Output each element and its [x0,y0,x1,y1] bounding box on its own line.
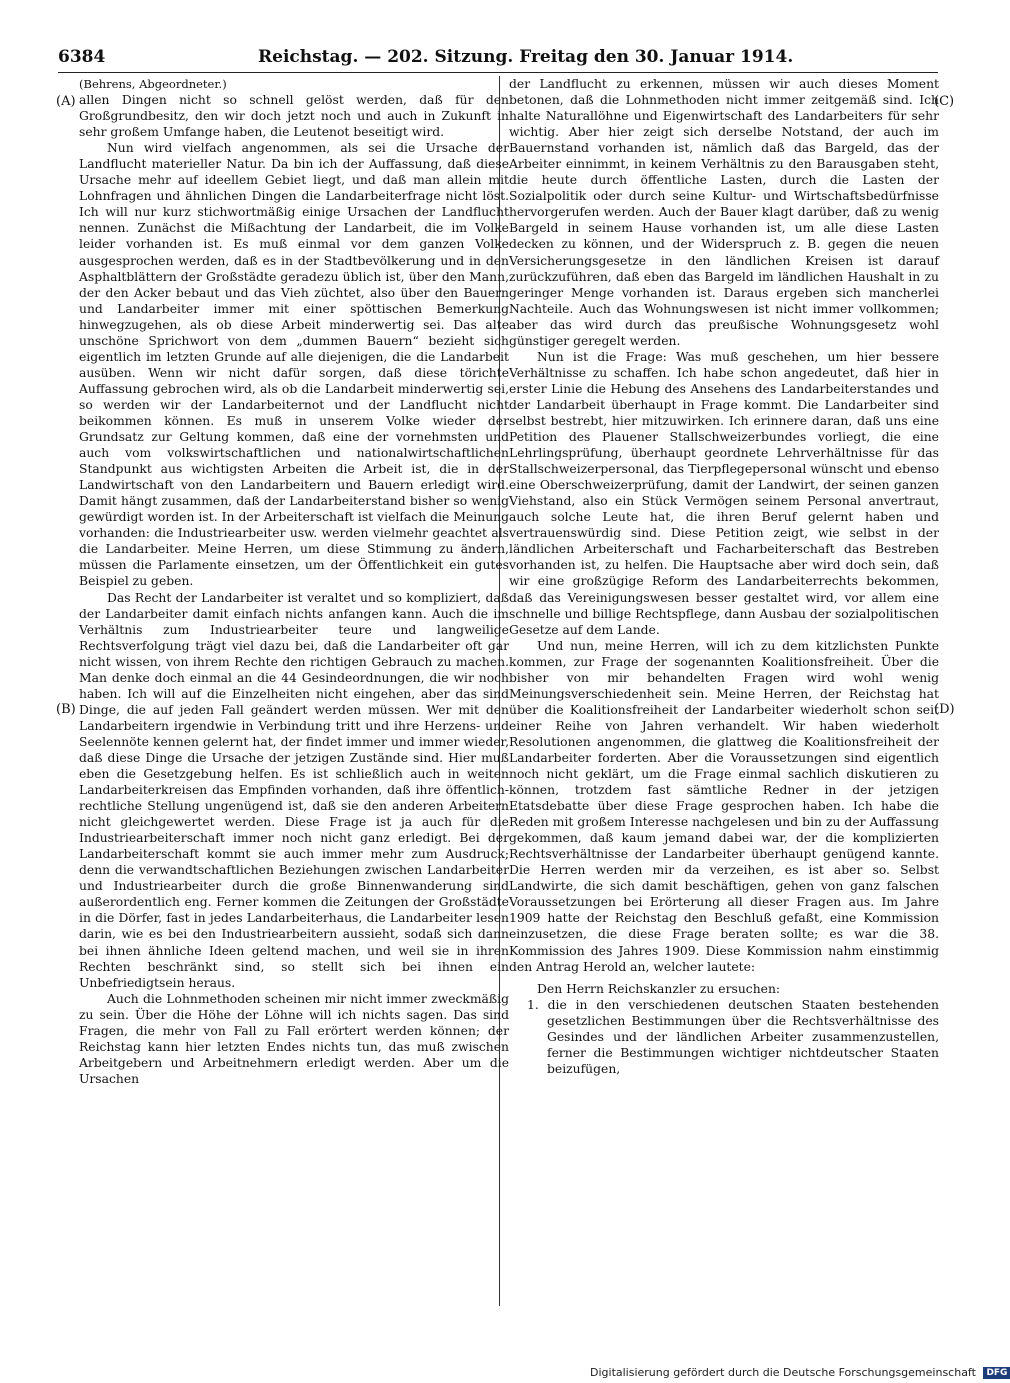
speaker-note: (Behrens, Abgeordneter.) [79,77,227,91]
dfg-logo: DFG [983,1367,1010,1379]
footer-text: Digitalisierung gefördert durch die Deutsche Forschungsgemeinschaft [590,1366,976,1379]
margin-marker-d: (D) [934,702,955,717]
page-header [58,42,938,73]
margin-marker-b: (B) [56,702,76,717]
paragraph: der Landflucht zu erkennen, müssen wir auch dieses Moment betonen, daß die Lohnmethoden nicht immer zeitgemäß sind. Ich halte Naturallöhne und Eigenwirtschaft des Landarbeiters für sehr wichtig. Aber hier zeigt sich derselbe Notstand, der auch im Bauernstand vorhanden ist, nämlich daß das Bargeld, das der Arbeiter einnimmt, in keinem Verhältnis zu den Barausgaben steht, die heute durch öffentliche Lasten, durch die Lasten der Sozialpolitik oder durch seine Kultur- und Wirtschaftsbedürfnisse hervorgerufen werden. Auch der Bauer klagt darüber, daß zu wenig Bargeld in seinem Hause vorhanden ist, um alle diese Lasten decken zu können, und der Widerspruch z. B. gegen die neuen Versicherungsgesetze in den ländlichen Kreisen ist darauf zurückzuführen, daß eben das Bargeld im ländlichen Haushalt in zu geringer Menge vorhanden ist. Daraus ergeben sich mancherlei Nachteile. Auch das Wohnungswesen ist nicht immer vollkommen; aber das wird durch das preußische Wohnungsgesetz wohl günstiger geregelt werden. [509,77,939,348]
motion-intro: Den Herrn Reichskanzler zu ersuchen: [537,981,781,996]
margin-marker-a: (A) [56,94,76,109]
motion-item: 1. die in den verschiedenen deutschen Staaten bestehenden gesetzlichen Bestimmungen über die Rechtsverhältnisse des Gesindes und der ländlichen Arbeiter zusammenzustellen, ferner die Bestimmungen wichtiger nichtdeutscher Staaten beizufügen, [527,997,939,1076]
paragraph: Auch die Lohnmethoden scheinen mir nicht immer zweckmäßig zu sein. Über die Höhe der Löhne will ich nichts sagen. Das sind Fragen, die mehr von Fall zu Fall erörtert werden können; der Reichstag kann hier letzten Endes nichts tun, das muß zwischen Arbeitgebern und Arbeitnehmern erledigt werden. Aber um die Ursachen [79,991,509,1086]
paragraph: Und nun, meine Herren, will ich zu dem kitzlichsten Punkte kommen, zur Frage der sogenannten Koalitionsfreiheit. Über die bisher von mir behandelten Fragen wird wohl wenig Meinungsverschiedenheit sein. Meine Herren, der Reichstag hat über die Koalitionsfreiheit der Landarbeiter wiederholt schon seit einer Reihe von Jahren verhandelt. Wir haben wiederholt Resolutionen angenommen, die glattweg die Koalitionsfreiheit der Landarbeiter forderten. Aber die Voraussetzungen sind eigentlich noch nicht geklärt, um die Frage einmal sachlich diskutieren zu können, trotzdem fast sämtliche Redner in der jetzigen Etatsdebatte über diese Frage gesprochen haben. Ich habe die Reden mit großem Interesse nachgelesen und bin zu der Auffassung gekommen, daß kaum jemand dabei war, der die komplizierten Rechtsverhältnisse der Landarbeiter überhaupt genügend kannte. Die Herren werden mir da verzeihen, es ist aber so. Selbst Landwirte, die sich damit beschäftigen, gehen von ganz falschen Voraussetzungen bei Erörterung all dieser Fragen aus. Im Jahre 1909 hatte der Reichstag den Beschluß gefaßt, eine Kommission einzusetzen, die diese Frage beraten sollte; es war die 38. Kommission des Jahres 1909. Diese Kommission nahm einstimmig den Antrag Herold an, welcher lautete: [509,638,939,974]
left-column [79,76,509,1087]
paragraph: Das Recht der Landarbeiter ist veraltet und so kompliziert, daß der Landarbeiter damit einfach nichts anfangen kann. Auch die im Verhältnis zum Industriearbeiter teure und langweilige Rechtsverfolgung trägt viel dazu bei, daß die Landarbeiter oft gar nicht wissen, von ihrem Rechte den richtigen Gebrauch zu machen. Man denke doch einmal an die 44 Gesindeordnungen, die wir noch haben. Ich will auf die Einzelheiten nicht eingehen, aber das sind Dinge, die auf jeden Fall geändert werden müssen. Wer mit den Landarbeitern irgendwie in Verbindung tritt und ihre Herzens- und Seelennöte kennen gelernt hat, der findet immer und immer wieder, daß diese Dinge die Ursache der jetzigen Zustände sind. Hier muß eben die Gesetzgebung helfen. Es ist schließlich auch in weiten Landarbeiterkreisen das Empfinden vorhanden, daß ihre öffentlich-rechtliche Stellung ungenügend ist, daß sie den anderen Arbeitern nicht gleichgewertet werden. Diese Frage ist ja auch für die Industriearbeiterschaft immer noch nicht ganz erledigt. Bei der Landarbeiterschaft kommt sie auch immer mehr zum Ausdruck; denn die verwandtschaftlichen Beziehungen zwischen Landarbeiter und Industriearbeiter durch die große Binnenwanderung sind außerordentlich eng. Ferner kommen die Zeitungen der Großstädte in die Dörfer, fast in jedes Landarbeiterhaus, die Landarbeiter lesen darin, wie es bei den Industriearbeitern aussieht, sodaß sich dann bei ihnen ähnliche Ideen geltend machen, und weil sie in ihren Rechten beschränkt sind, so stellt sich bei ihnen ein Unbefriedigtsein heraus. [79,590,509,990]
paragraph: Nun ist die Frage: Was muß geschehen, um hier bessere Verhältnisse zu schaffen. Ich habe schon angedeutet, daß hier in erster Linie die Hebung des Ansehens des Landarbeiterstandes und der Landarbeit überhaupt in Frage kommt. Die Landarbeiter sind selbst bestrebt, hier mitzuwirken. Ich erinnere daran, daß uns eine Petition des Plauener Stallschweizerbundes vorliegt, die eine Lehrlingsprüfung, überhaupt geordnete Lehrverhältnisse für das Stallschweizerpersonal, das Tierpflegepersonal wünscht und ebenso eine Oberschweizerprüfung, damit der Landwirt, der seinen ganzen Viehstand, also ein Stück Vermögen seinem Personal anvertraut, auch solche Leute hat, die ihren Beruf gelernt haben und vertrauenswürdig sind. Diese Petition zeigt, wie selbst in der ländlichen Arbeiterschaft und Facharbeiterschaft das Bestreben vorhanden ist, zu helfen. Die Hauptsache aber wird doch sein, daß wir eine großzügige Reform des Landarbeiterrechts bekommen, daß das Vereinigungswesen besser gestaltet wird, vor allem eine schnelle und billige Rechtspflege, dann Ausbau der sozialpolitischen Gesetze auf dem Lande. [509,349,939,637]
paragraph: Nun wird vielfach angenommen, als sei die Ursache der Landflucht materieller Natur. Da bin ich der Auffassung, daß diese Ursache mehr auf ideellem Gebiet liegt, und daß man allein mit Lohnfragen und ähnlichen Dingen die Landarbeiterfrage nicht löst. Ich will nur kurz stichwortmäßig einige Ursachen der Landflucht nennen. Zunächst die Mißachtung der Landarbeit, die im Volke leider vorhanden ist. Es muß einmal vor dem ganzen Volke ausgesprochen werden, daß es in der Stadtbevölkerung und in den Asphaltblättern der Großstädte geradezu üblich ist, über den Mann, der den Acker bebaut und das Vieh züchtet, also über den Bauern und Landarbeiter immer mit einer spöttischen Bemerkung hinwegzugehen, als ob diese Arbeit minderwertig sei. Das alte unschöne Sprichwort von dem „dummen Bauern“ bezieht sich eigentlich im letzten Grunde auf alle diejenigen, die die Landarbeit ausüben. Wenn wir nicht dafür sorgen, daß diese törichte Auffassung gebrochen wird, als ob die Landarbeit minderwertig sei, so werden wir der Landarbeiternot und der Landflucht nicht beikommen können. Es muß in unserem Volke wieder der Grundsatz zur Geltung kommen, daß eine der vornehmsten und auch vom volkswirtschaftlichen und nationalwirtschaftlichen Standpunkt aus wichtigsten Arbeiten die Arbeit ist, die in der Landwirtschaft von den Landarbeitern und Bauern erledigt wird. Damit hängt zusammen, daß der Landarbeiterstand bisher so wenig gewürdigt worden ist. In der Arbeiterschaft ist vielfach die Meinung vorhanden: die Industriearbeiter usw. werden vielmehr geachtet als die Landarbeiter. Meine Herren, um diese Stimmung zu ändern, müssen die Parlamente einsetzen, um der Öffentlichkeit ein gutes Beispiel zu geben. [79,141,509,589]
running-title: Reichstag. — 202. Sitzung. Freitag den 30. Januar 1914. [258,47,794,67]
right-column [509,76,939,1077]
paragraph: allen Dingen nicht so schnell gelöst werden, daß für den Großgrundbesitz, den wir doch jetzt noch und auch in Zukunft in sehr großem Umfange haben, die Leutenot beseitigt wird. [79,93,509,140]
page-number: 6384 [58,47,106,67]
margin-marker-c: (C) [934,94,955,109]
footer-credit [590,1366,1010,1379]
